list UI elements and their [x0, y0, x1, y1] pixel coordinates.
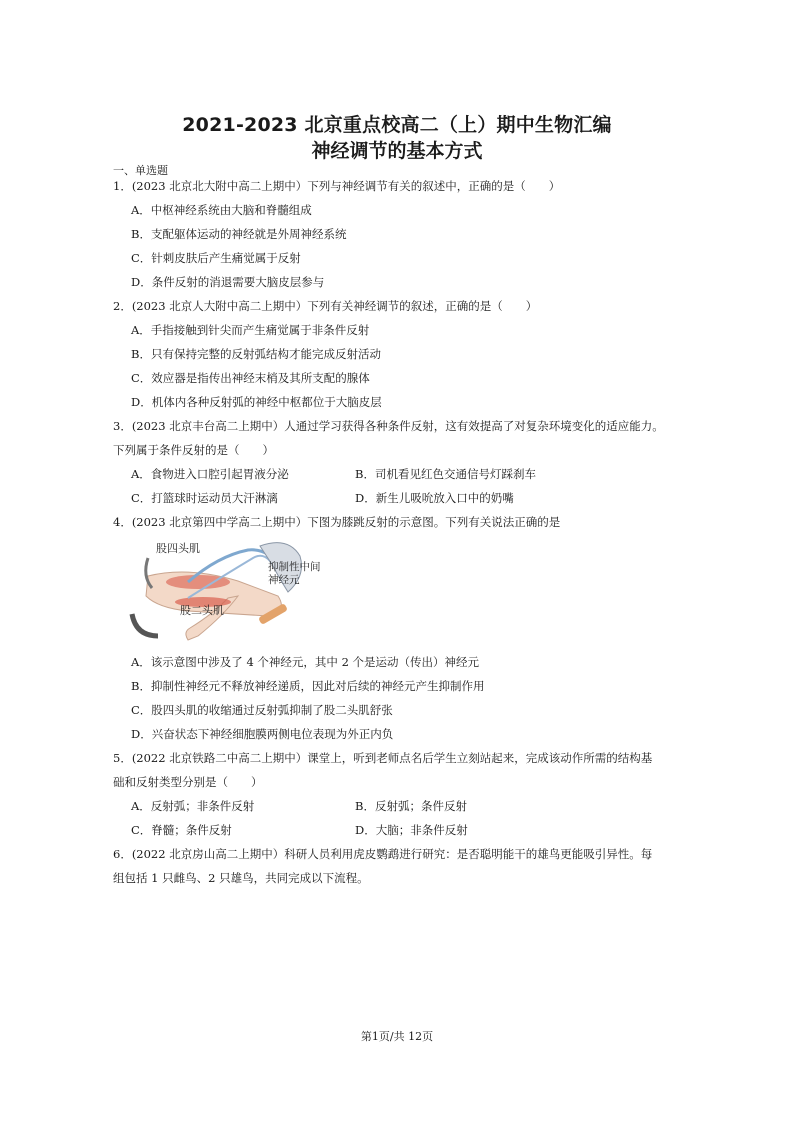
question-1-option-b: B．支配躯体运动的神经就是外周神经系统 [131, 227, 347, 241]
question-3-stem-line1: 3．(2023 北京丰台高二上期中）人通过学习获得各种条件反射，这有效提高了对复杂环境变化的适应能力。 [113, 419, 664, 433]
question-2-option-b: B．只有保持完整的反射弧结构才能完成反射活动 [131, 347, 381, 361]
question-5-option-d: D．大脑；非条件反射 [355, 823, 468, 837]
question-6-stem-line2: 组包括 1 只雌鸟、2 只雄鸟，共同完成以下流程。 [113, 871, 369, 885]
question-4-option-c: C．股四头肌的收缩通过反射弧抑制了股二头肌舒张 [131, 703, 393, 717]
support-arc [132, 614, 158, 636]
document-title: 2021-2023 北京重点校高二（上）期中生物汇编 [182, 114, 612, 136]
question-5-option-a: A．反射弧；非条件反射 [131, 799, 255, 813]
question-2-option-a: A．手指接触到针尖而产生痛觉属于非条件反射 [131, 323, 370, 337]
figure-label-biceps: 股二头肌 [180, 604, 224, 617]
question-6-stem-line1: 6．(2022 北京房山高二上期中）科研人员利用虎皮鹦鹉进行研究：是否聪明能干的雄鸟更能吸引异性。每 [113, 847, 653, 861]
question-3-stem-line2: 下列属于条件反射的是（ ） [113, 443, 274, 457]
question-3-option-a: A．食物进入口腔引起胃液分泌 [131, 467, 289, 481]
question-1-option-c: C．针刺皮肤后产生痛觉属于反射 [131, 251, 301, 265]
question-4-option-d: D．兴奋状态下神经细胞膜两侧电位表现为外正内负 [131, 727, 394, 741]
question-1-option-a: A．中枢神经系统由大脑和脊髓组成 [131, 203, 312, 217]
figure-label-interneuron-1: 抑制性中间 [268, 561, 321, 573]
question-2-stem: 2．(2023 北京人大附中高二上期中）下列有关神经调节的叙述，正确的是（ ） [113, 299, 538, 313]
question-1-option-d: D．条件反射的消退需要大脑皮层参与 [131, 275, 325, 289]
document-subtitle: 神经调节的基本方式 [311, 140, 483, 162]
question-3-option-d: D．新生儿吸吮放入口中的奶嘴 [355, 491, 514, 505]
section-heading: 一、单选题 [113, 164, 168, 177]
question-4-stem: 4．(2023 北京第四中学高二上期中）下图为膝跳反射的示意图。下列有关说法正确的是 [113, 515, 561, 529]
question-5-option-b: B．反射弧；条件反射 [355, 799, 467, 813]
question-3-option-c: C．打篮球时运动员大汗淋漓 [131, 491, 278, 505]
page-footer: 第1页/共 12页 [360, 1030, 434, 1043]
question-4-option-b: B．抑制性神经元不释放神经递质，因此对后续的神经元产生抑制作用 [131, 679, 485, 693]
question-4-option-a: A．该示意图中涉及了 4 个神经元，其中 2 个是运动（传出）神经元 [131, 655, 480, 669]
knee-jerk-reflex-figure [128, 536, 358, 646]
question-1-stem: 1．(2023 北京北大附中高二上期中）下列与神经调节有关的叙述中，正确的是（ ） [113, 179, 561, 193]
question-3-option-b: B．司机看见红色交通信号灯踩刹车 [355, 467, 536, 481]
figure-label-quadriceps: 股四头肌 [156, 542, 200, 555]
figure-label-interneuron-2: 神经元 [268, 574, 300, 586]
question-5-option-c: C．脊髓；条件反射 [131, 823, 232, 837]
question-2-option-c: C．效应器是指传出神经末梢及其所支配的腺体 [131, 371, 370, 385]
question-5-stem-line2: 础和反射类型分别是（ ） [113, 775, 263, 789]
question-5-stem-line1: 5．(2022 北京铁路二中高二上期中）课堂上，听到老师点名后学生立刻站起来，完成该动作所需的结构基 [113, 751, 653, 765]
question-2-option-d: D．机体内各种反射弧的神经中枢都位于大脑皮层 [131, 395, 382, 409]
